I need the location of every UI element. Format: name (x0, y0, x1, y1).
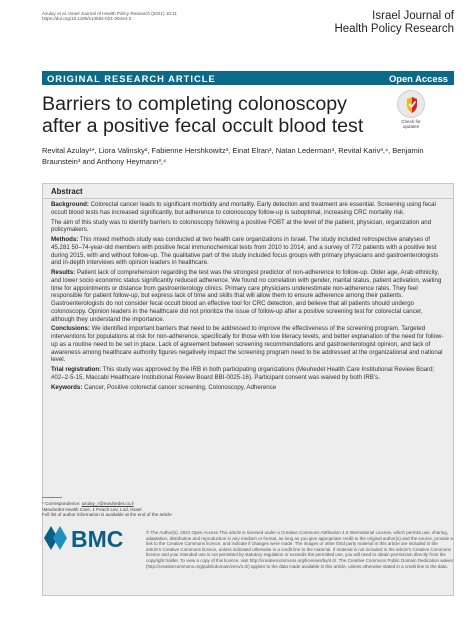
check-for-updates-button[interactable] (396, 90, 426, 129)
check-updates-icon (397, 90, 425, 118)
full-author-info-note: Full list of author information is available at the end of the article (42, 512, 172, 518)
license-text: © The Author(s). 2021 Open Access This article is licensed under a Creative Commons Attribution 4.0 International License, which permits use, sharing, adaptation, distribution and reproduction in any medium or format, as long as you give appropriate credit to the original author(s) and the source, provide a link to the Creative Commons licence, and indicate if changes were made. The images or other third party material in this article are included in the article's Creative Commons licence, unless indicated otherwise in a credit line to the material. If material is not included in the article's Creative Commons licence and your intended use is not permitted by statutory regulation or exceeds the permitted use, you will need to obtain permission directly from the copyright holder. To view a copy of this licence, visit http://creativecommons.org/licenses/by/4.0/. The Creative Commons Public Domain Dedication waiver (http://creativecommons.org/publicdomain/zero/1.0/) applies to the data made available in this article, unless otherwise stated in a credit line to the data. (146, 530, 454, 569)
author-list: Revital Azulay¹*, Liora Valinsky², Fabienne Hershkowitz³, Einat Elran³, Natan Lederman³, Revital Kariv³,⁴, Benjamin Braunstein³ and Anthony Heymann³,⁴ (42, 146, 424, 166)
abstract-aim: The aim of this study was to identify barriers to colonoscopy following a positive FOBT at the level of the patient, physician, organization and policymakers. (51, 218, 432, 234)
footnotes (42, 497, 202, 518)
conclusions-label: Conclusions: (51, 325, 90, 333)
check-updates-label (396, 119, 426, 129)
results-label: Results: (51, 269, 76, 276)
citation-doi[interactable]: https://doi.org/10.1186/s13584-021-00444-2 (42, 16, 132, 21)
citation-line: Azulay et al. Israel Journal of Health Policy Research (2021) 10:11 (42, 11, 177, 16)
check-updates-line1: Check for (401, 119, 421, 124)
abstract-heading: Abstract (51, 187, 83, 196)
article-type-banner (42, 71, 454, 85)
abstract-heading-bar (43, 184, 453, 199)
article-type-label: ORIGINAL RESEARCH ARTICLE (47, 73, 216, 84)
citation-header (42, 11, 177, 21)
correspondence-email-link[interactable]: azulay_r@meuhedet.co.il (81, 501, 134, 506)
journal-title-line2: Health Policy Research (334, 23, 454, 35)
bmc-logo-text: BMC (71, 526, 124, 552)
open-access-label: Open Access (388, 73, 448, 84)
bmc-logo (42, 520, 132, 556)
journal-title-line1: Israel Journal of (372, 10, 454, 22)
abstract-keywords (51, 384, 447, 392)
abstract-body (51, 201, 447, 393)
correspondence-label: * Correspondence: (42, 501, 82, 506)
trial-label: Trial registration: (51, 366, 102, 373)
check-updates-line2: updates (402, 124, 420, 129)
conclusions-text: We identified important barriers that need to be addressed to improve the effectiveness of the screening program. Targeted interventions for populations at risk for non-adherence, specifically for those with low literacy levels, and better explanation of the need for follow-up as a routine need to be set in place. Lack of agreement between screening recommendations and gastroenterologist opinion, and lack of awareness among healthcare authority figures negatively impact the screening program need to be addressed at the organizational and national level. (51, 325, 444, 364)
abstract-background (51, 201, 447, 217)
footnote-divider (42, 497, 62, 498)
trial-text: This study was approved by the IRB in both participating organizations (Meuhedet Health Care Institutional Review Board; #02–2-5-15, Maccabi Healthcare Institutional Review Board BBI-0025-16). Participant consent was waived by both IRB’s. (51, 366, 435, 381)
journal-title (334, 10, 454, 36)
background-text: Colorectal cancer leads to significant morbidity and mortality. Early detection and treatment are essential. Screening using fecal occult blood tests has increased significantly, but adherence to colonoscopy follow-up is suboptimal, increasing CRC mortality risk. (51, 201, 436, 216)
methods-text: This mixed methods study was conducted at two health care organizations in Israel. The study included retrospective analyses of 45,281 50–74-year-old members with positive fecal immunochemical tests from 2010 to 2014, and a survey of 772 patients with a positive test during 2015, with and without follow-up. The qualitative part of the study included focus groups with primary physicians and gastroenterologists and in-depth interviews with opinion leaders in healthcare. (51, 236, 439, 267)
article-title: Barriers to completing colonoscopy after a positive fecal occult blood test (42, 93, 364, 137)
methods-label: Methods: (51, 236, 79, 243)
abstract-trial-registration (51, 366, 447, 382)
abstract-conclusions (51, 325, 447, 364)
keywords-text: Cancer, Positive colorectal cancer screening, Colonoscopy, Adherence (84, 383, 277, 391)
results-text: Patient lack of comprehension regarding the test was the strongest predictor of non-adherence to follow-up. Older age, Arab ethnicity, and lower socio economic status significantly reduced adherence. We found no correlation with gender, marital status, patient activation, waiting time for appointments or distance from gastroenterology clinics. Primary care physicians underestimate non-adherence rates. They feel responsible for patient follow-up, but express lack of time and skills that will allow them to ensure adherence among their patients. Gastroenterologists do not consider fecal occult blood an effective tool for CRC detection, and believe that all patients should undergo colonoscopy. Opinion leaders in the healthcare did not prioritize the issue of follow-up after a positive screening test for colorectal cancer, although they understand the importance. (51, 269, 442, 323)
abstract-methods (51, 236, 447, 267)
abstract-results (51, 269, 447, 323)
keywords-label: Keywords: (51, 383, 83, 391)
background-label: Background: (51, 201, 89, 208)
affiliation-line: ¹Meuhedet Health Care, 1 Peach Lev, Lod, Israel (42, 506, 142, 512)
